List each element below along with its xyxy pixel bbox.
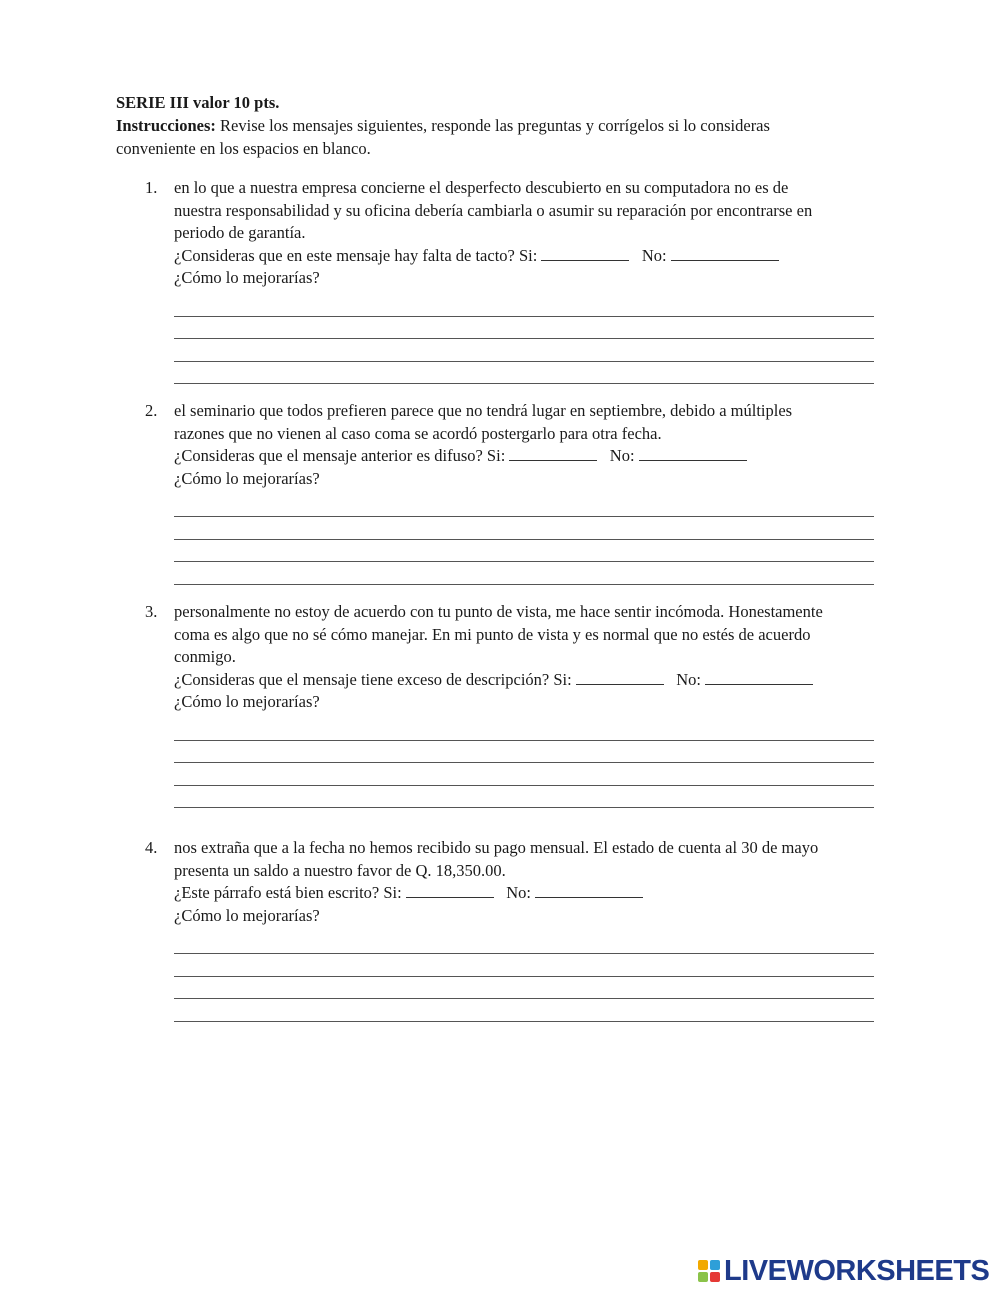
answer-line[interactable] — [174, 741, 874, 764]
instructions — [116, 114, 886, 160]
question-4 — [145, 837, 880, 1022]
section-title: SERIE III valor 10 pts. — [116, 93, 280, 112]
answer-line[interactable] — [174, 763, 874, 786]
answer-line[interactable] — [174, 339, 874, 362]
prompt-text: ¿Consideras que en este mensaje hay falta de tacto? Si: — [174, 245, 538, 265]
liveworksheets-logo — [698, 1255, 989, 1287]
question-prompt — [174, 445, 880, 468]
logo-text: LIVEWORKSHEETS — [724, 1254, 990, 1287]
message-line: coma es algo que no sé cómo manejar. En mi punto de vista y es normal que no estés de acuerdo — [174, 624, 811, 644]
message-line: el seminario que todos prefieren parece que no tendrá lugar en septiembre, debido a múltiples — [174, 401, 793, 420]
question-prompt — [174, 245, 880, 268]
logo-blocks-icon — [698, 1260, 720, 1282]
answer-area — [174, 718, 880, 808]
message-line: periodo de garantía. — [174, 223, 306, 243]
prompt-text: ¿Consideras que el mensaje anterior es difuso? Si: — [174, 446, 506, 466]
question-number: 4. — [145, 838, 158, 857]
logo-block — [698, 1260, 708, 1270]
improve-prompt: ¿Cómo lo mejorarías? — [174, 468, 320, 488]
answer-line[interactable] — [174, 540, 874, 563]
message-line: razones que no vienen al caso coma se acordó postergarlo para otra fecha. — [174, 423, 662, 443]
question-1 — [145, 177, 880, 384]
no-label: No: — [676, 669, 701, 689]
message-line: nuestra responsabilidad y su oficina debería cambiarla o asumir su reparación por encontrarse en — [174, 200, 813, 220]
no-label: No: — [641, 245, 667, 265]
no-answer-blank[interactable] — [671, 246, 779, 261]
answer-line[interactable] — [174, 931, 874, 954]
no-label: No: — [609, 446, 635, 466]
answer-line[interactable] — [174, 562, 874, 585]
question-2 — [145, 400, 880, 585]
question-prompt — [174, 669, 880, 692]
improve-prompt: ¿Cómo lo mejorarías? — [174, 692, 320, 712]
answer-line[interactable] — [174, 786, 874, 809]
instructions-label: Instrucciones: — [116, 116, 216, 135]
worksheet-header — [116, 91, 886, 160]
no-answer-blank[interactable] — [705, 670, 813, 685]
no-label: No: — [506, 883, 531, 903]
instructions-text-1: Revise los mensajes siguientes, responde las preguntas y corrígelos si lo consideras — [215, 116, 770, 135]
logo-block — [698, 1272, 708, 1282]
logo-block — [710, 1260, 720, 1270]
si-answer-blank[interactable] — [576, 670, 664, 685]
answer-line[interactable] — [174, 999, 874, 1022]
question-3 — [145, 601, 880, 808]
no-answer-blank[interactable] — [639, 446, 747, 461]
message-line: personalmente no estoy de acuerdo con tu punto de vista, me hace sentir incómoda. Honestamente — [174, 602, 823, 621]
question-number: 3. — [145, 602, 158, 621]
logo-block — [710, 1272, 720, 1282]
answer-area — [174, 931, 880, 1021]
si-answer-blank[interactable] — [541, 246, 629, 261]
prompt-text: ¿Consideras que el mensaje tiene exceso de descripción? Si: — [174, 669, 572, 689]
improve-prompt: ¿Cómo lo mejorarías? — [174, 268, 320, 288]
answer-area — [174, 294, 880, 384]
question-number: 2. — [145, 401, 158, 420]
prompt-text: ¿Este párrafo está bien escrito? Si: — [174, 883, 402, 903]
message-line: conmigo. — [174, 647, 236, 667]
message-line: presenta un saldo a nuestro favor de Q. 18,350.00. — [174, 860, 506, 880]
message-line: en lo que a nuestra empresa concierne el desperfecto descubierto en su computadora no es de — [174, 178, 789, 197]
answer-line[interactable] — [174, 718, 874, 741]
answer-area — [174, 494, 880, 584]
answer-line[interactable] — [174, 517, 874, 540]
answer-line[interactable] — [174, 977, 874, 1000]
answer-line[interactable] — [174, 494, 874, 517]
answer-line[interactable] — [174, 954, 874, 977]
instructions-text-2: conveniente en los espacios en blanco. — [116, 139, 371, 158]
si-answer-blank[interactable] — [509, 446, 597, 461]
answer-line[interactable] — [174, 362, 874, 385]
answer-line[interactable] — [174, 317, 874, 340]
si-answer-blank[interactable] — [406, 883, 494, 898]
answer-line[interactable] — [174, 294, 874, 317]
improve-prompt: ¿Cómo lo mejorarías? — [174, 905, 320, 925]
message-line: nos extraña que a la fecha no hemos recibido su pago mensual. El estado de cuenta al 30 de mayo — [174, 838, 819, 857]
question-prompt — [174, 882, 880, 905]
question-number: 1. — [145, 178, 158, 197]
no-answer-blank[interactable] — [535, 883, 643, 898]
